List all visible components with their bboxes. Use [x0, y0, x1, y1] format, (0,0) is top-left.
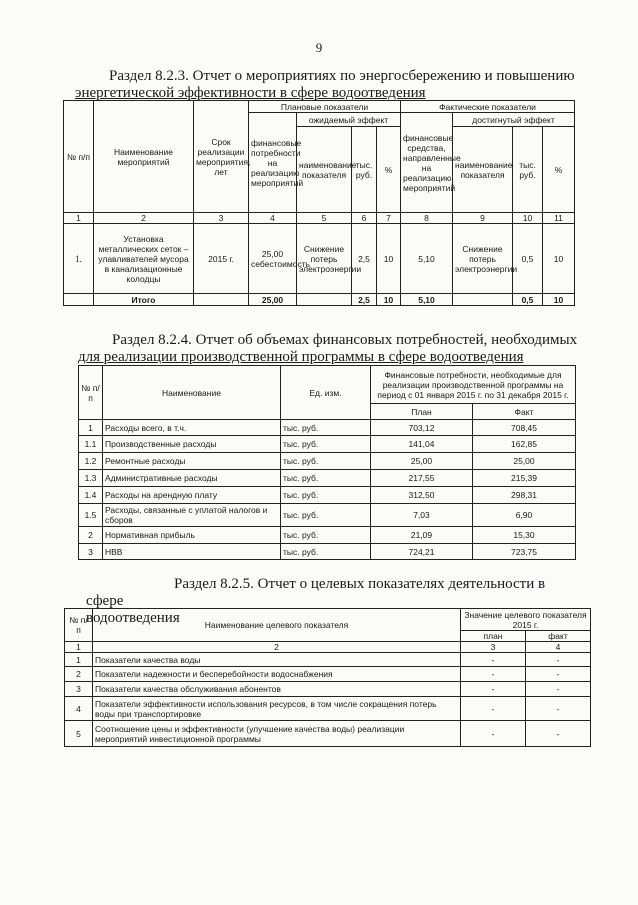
header-term: Срок реализации мероприятия, лет	[194, 101, 249, 213]
col-num: 5	[297, 213, 352, 224]
row-name: Производственные расходы	[103, 436, 281, 453]
column-number-row	[65, 642, 591, 653]
row-unit: тыс. руб.	[281, 420, 371, 436]
header-plan: план	[461, 631, 526, 642]
row-num: 1.2	[79, 453, 103, 470]
row-name: Расходы, связанные с уплатой налогов и сборов	[103, 504, 281, 527]
header-num: № п/п	[65, 609, 93, 642]
col-num: 1	[64, 213, 94, 224]
row-plan: 217,55	[371, 470, 473, 487]
col-num: 10	[513, 213, 543, 224]
row-num: 4	[65, 697, 93, 721]
row-unit: тыс. руб.	[281, 487, 371, 504]
col-num: 7	[377, 213, 401, 224]
row-rub: 2,5	[352, 224, 377, 294]
section-8-2-4-title	[78, 332, 578, 366]
row-plan: 724,21	[371, 544, 473, 560]
header-ind-name: наименование показателя	[297, 127, 352, 213]
col-num: 6	[352, 213, 377, 224]
row-num: 1.3	[79, 470, 103, 487]
row-name: Показатели качества воды	[93, 653, 461, 667]
row-fact: 25,00	[473, 453, 576, 470]
row-unit: тыс. руб.	[281, 453, 371, 470]
header-pct-fact: %	[543, 127, 575, 213]
row-name: Соотношение цены и эффективности (улучшение качества воды) реализации мероприятий инвестиционной программы	[93, 721, 461, 747]
total-fin: 25,00	[249, 294, 297, 306]
energy-saving-table	[63, 100, 575, 306]
row-plan: -	[461, 682, 526, 697]
row-fact: 6,90	[473, 504, 576, 527]
row-fact: 215,39	[473, 470, 576, 487]
row-num: 1.4	[79, 487, 103, 504]
row-plan: -	[461, 653, 526, 667]
header-fact: Факт	[473, 404, 576, 420]
header-actual: Фактические показатели	[401, 101, 575, 113]
row-name: Установка металлических сеток – улавливателей мусора в канализационные колодцы	[94, 224, 194, 294]
table-row	[65, 667, 591, 682]
col-num: 2	[93, 642, 461, 653]
header-plan: План	[371, 404, 473, 420]
total-row	[64, 294, 575, 306]
header-name: Наименование целевого показателя	[93, 609, 461, 642]
row-fin-fact: 5,10	[401, 224, 453, 294]
row-plan: 21,09	[371, 527, 473, 544]
row-name: Показатели эффективности использования ресурсов, в том числе сокращения потерь воды при транспортировке	[93, 697, 461, 721]
section-title-line-2: энергетической эффективности в сфере водоотведения	[75, 85, 426, 101]
header-unit-fact: тыс. руб.	[513, 127, 543, 213]
row-num: 1.5	[79, 504, 103, 527]
header-ind-name-fact: наименование показателя	[453, 127, 513, 213]
header-name: Наименование мероприятий	[94, 101, 194, 213]
total-label: Итого	[94, 294, 194, 306]
row-fact: -	[526, 721, 591, 747]
row-rub-fact: 0,5	[513, 224, 543, 294]
col-num: 9	[453, 213, 513, 224]
row-num: 1.1	[79, 436, 103, 453]
table-row	[79, 487, 576, 504]
table-row	[65, 653, 591, 667]
header-name: Наименование	[103, 366, 281, 420]
row-name: Расходы на арендную плату	[103, 487, 281, 504]
target-indicators-table	[64, 608, 591, 747]
section-title-line-2: для реализации производственной программы в сфере водоотведения	[78, 349, 524, 365]
row-plan: -	[461, 697, 526, 721]
row-name: НВВ	[103, 544, 281, 560]
header-planned: Плановые показатели	[249, 101, 401, 113]
row-name: Ремонтные расходы	[103, 453, 281, 470]
header-fin-plan: финансовые потребности на реализацию мероприятий	[249, 113, 297, 213]
table-row	[64, 224, 575, 294]
row-ind-fact: Снижение потерь электроэнергии	[453, 224, 513, 294]
row-num: 1	[65, 653, 93, 667]
col-num: 8	[401, 213, 453, 224]
row-fact: 162,85	[473, 436, 576, 453]
row-num: 2	[65, 667, 93, 682]
row-plan: 141,04	[371, 436, 473, 453]
row-fact: 723,75	[473, 544, 576, 560]
header-target-value: Значение целевого показателя 2015 г.	[461, 609, 591, 631]
header-pct: %	[377, 127, 401, 213]
total-pct: 10	[377, 294, 401, 306]
col-num: 3	[461, 642, 526, 653]
table-row	[79, 544, 576, 560]
total-fin-fact: 5,10	[401, 294, 453, 306]
section-title-line-1: Раздел 8.2.5. Отчет о целевых показателях деятельности в сфере	[86, 576, 546, 609]
table-row	[65, 721, 591, 747]
table-row	[79, 470, 576, 487]
table-row	[79, 436, 576, 453]
row-fin: 25,00 себестоимость	[249, 224, 297, 294]
header-fin-fact: финансовые средства, направленные на реализацию мероприятий	[401, 113, 453, 213]
total-rub-fact: 0,5	[513, 294, 543, 306]
row-unit: тыс. руб.	[281, 470, 371, 487]
row-fact: -	[526, 697, 591, 721]
row-fact: 15,30	[473, 527, 576, 544]
header-fin-needs: Финансовые потребности, необходимые для реализации производственной программы на период с 01 января 2015 г. по 31 декабря 2015 г.	[371, 366, 576, 404]
col-num: 2	[94, 213, 194, 224]
col-num: 1	[65, 642, 93, 653]
row-pct-fact: 10	[543, 224, 575, 294]
row-num: 5	[65, 721, 93, 747]
page-number: 9	[315, 40, 323, 55]
row-name: Показатели надежности и бесперебойности водоснабжения	[93, 667, 461, 682]
row-unit: тыс. руб.	[281, 544, 371, 560]
row-name: Показатели качества обслуживания абонентов	[93, 682, 461, 697]
row-unit: тыс. руб.	[281, 527, 371, 544]
row-fact: 708,45	[473, 420, 576, 436]
total-pct-fact: 10	[543, 294, 575, 306]
section-title-line-2: водоотведения	[86, 610, 180, 626]
row-fact: -	[526, 667, 591, 682]
row-num: 3	[65, 682, 93, 697]
financial-needs-table	[78, 365, 576, 560]
col-num: 4	[249, 213, 297, 224]
row-fact: -	[526, 653, 591, 667]
header-num: № п/п	[79, 366, 103, 420]
table-row	[79, 420, 576, 436]
header-achieved: достигнутый эффект	[453, 113, 575, 127]
row-fact: 298,31	[473, 487, 576, 504]
row-unit: тыс. руб.	[281, 504, 371, 527]
row-ind: Снижение потерь электроэнергии	[297, 224, 352, 294]
table-row	[65, 682, 591, 697]
col-num: 3	[194, 213, 249, 224]
row-term: 2015 г.	[194, 224, 249, 294]
header-fact: факт	[526, 631, 591, 642]
row-num: 2	[79, 527, 103, 544]
col-num: 4	[526, 642, 591, 653]
row-plan: 312,50	[371, 487, 473, 504]
table-row	[79, 453, 576, 470]
row-name: Административные расходы	[103, 470, 281, 487]
row-num: 3	[79, 544, 103, 560]
row-name: Расходы всего, в т.ч.	[103, 420, 281, 436]
row-plan: 7,03	[371, 504, 473, 527]
section-8-2-3-title	[75, 68, 575, 102]
header-unit: тыс. руб.	[352, 127, 377, 213]
row-unit: тыс. руб.	[281, 436, 371, 453]
row-fact: -	[526, 682, 591, 697]
col-num: 11	[543, 213, 575, 224]
row-num: 1	[79, 420, 103, 436]
table-row	[65, 697, 591, 721]
total-rub: 2,5	[352, 294, 377, 306]
row-plan: -	[461, 721, 526, 747]
header-num: № п/п	[64, 101, 94, 213]
table-row	[79, 527, 576, 544]
row-pct: 10	[377, 224, 401, 294]
row-plan: -	[461, 667, 526, 682]
row-plan: 703,12	[371, 420, 473, 436]
column-number-row	[64, 213, 575, 224]
row-name: Нормативная прибыль	[103, 527, 281, 544]
table-row	[79, 504, 576, 527]
section-title-line-1: Раздел 8.2.4. Отчет об объемах финансовых потребностей, необходимых	[112, 332, 578, 348]
header-expected: ожидаемый эффект	[297, 113, 401, 127]
header-unit: Ед. изм.	[281, 366, 371, 420]
section-title-line-1: Раздел 8.2.3. Отчет о мероприятиях по энергосбережению и повышению	[109, 68, 575, 84]
row-num: 1.	[64, 224, 94, 294]
row-plan: 25,00	[371, 453, 473, 470]
